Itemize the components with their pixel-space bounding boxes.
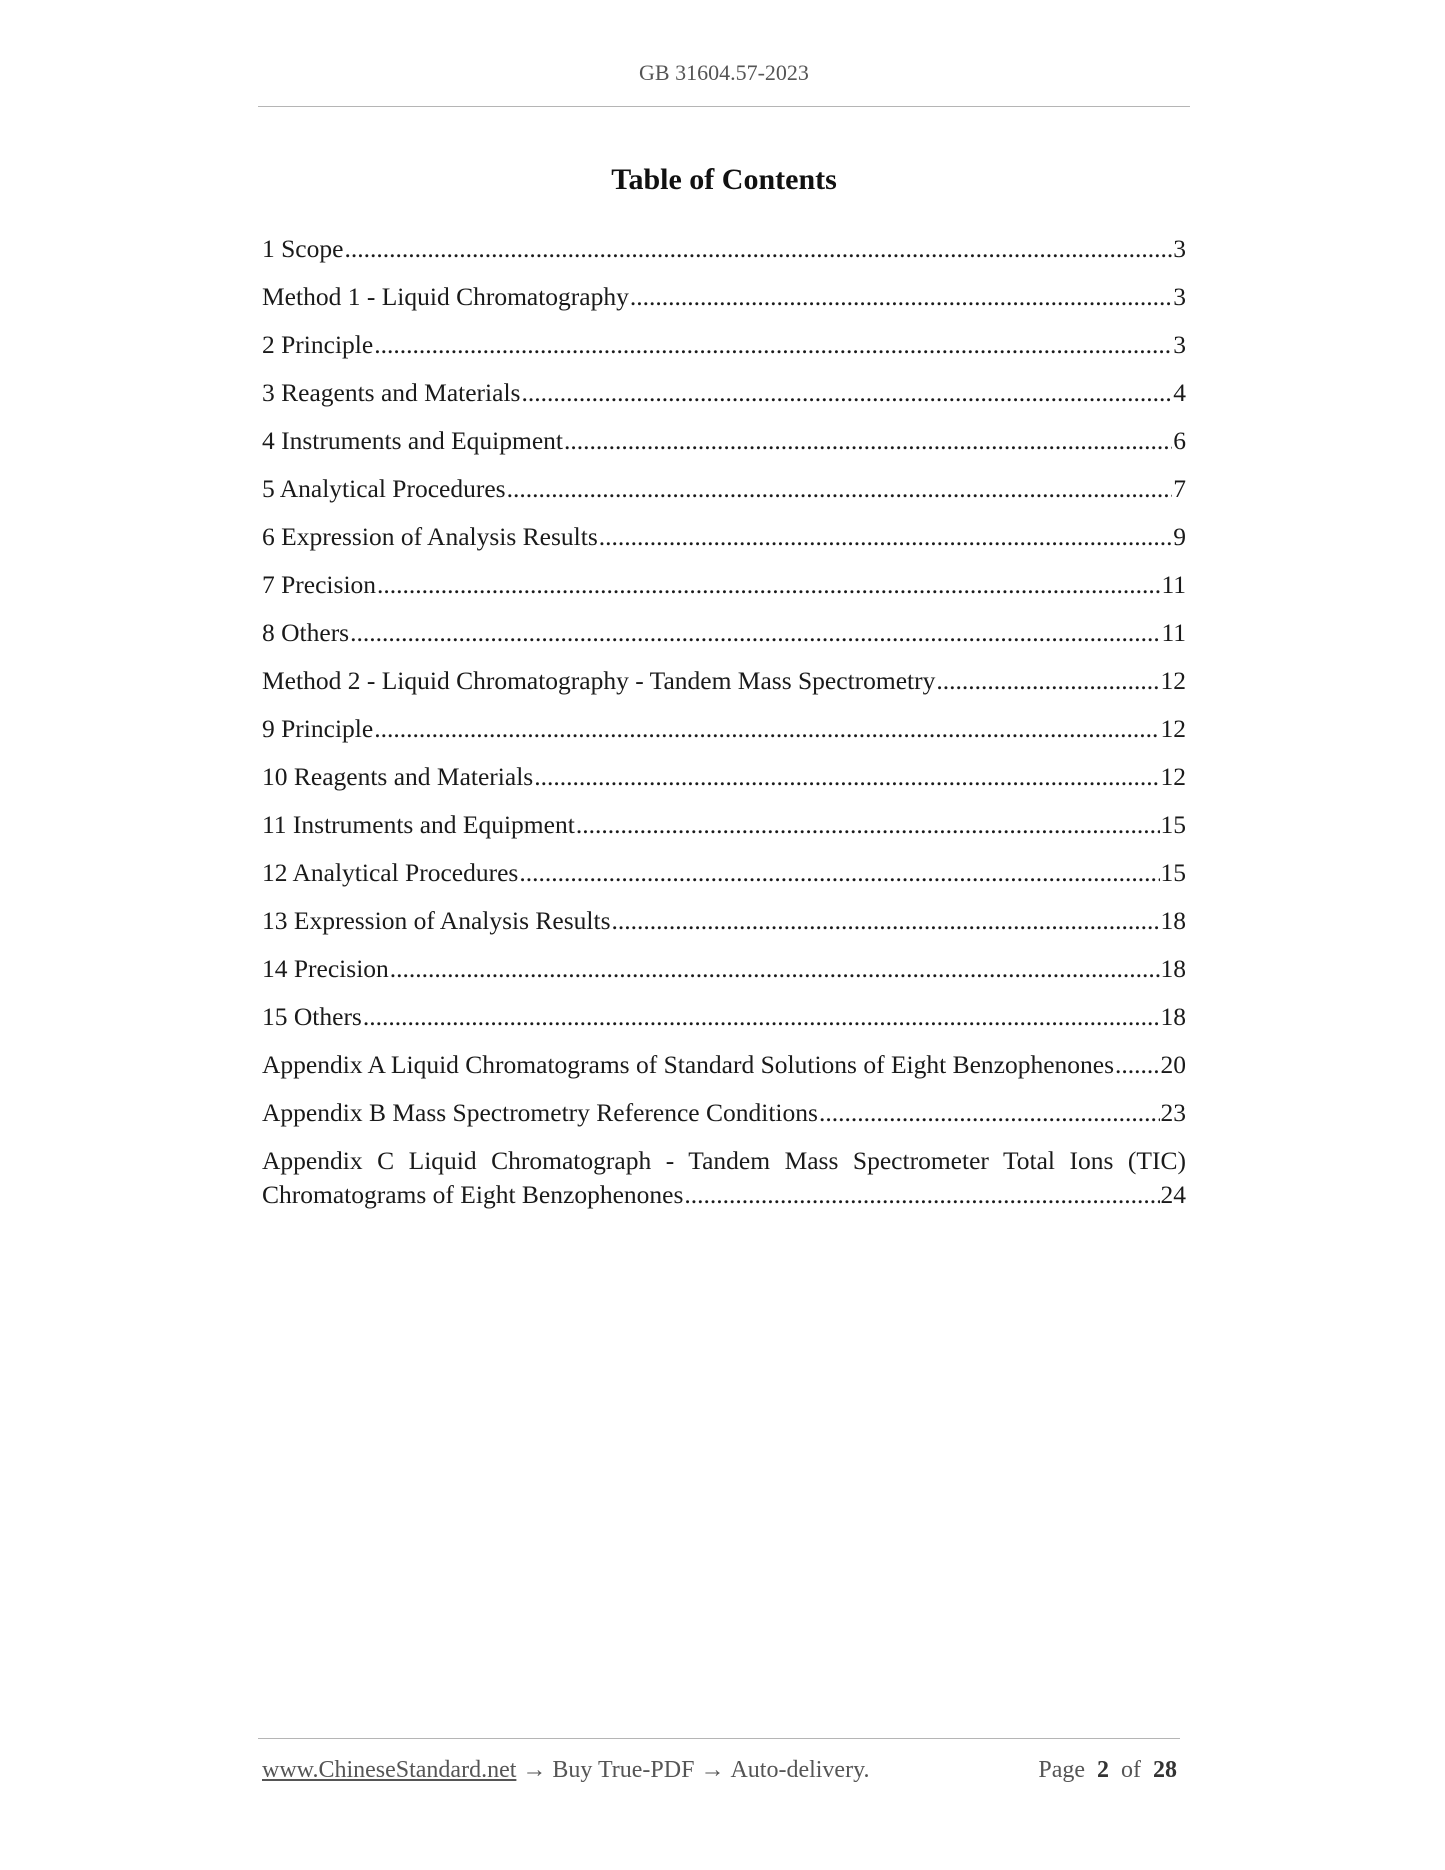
of-label: of [1121,1757,1141,1783]
right-arrow-icon: → [700,1757,725,1783]
dot-leader [576,808,1160,842]
toc-entry-page: 4 [1173,378,1186,407]
footer-divider [258,1738,1180,1739]
dot-leader [363,1000,1160,1034]
auto-delivery-text: Auto-delivery. [730,1757,870,1783]
toc-entry-title: 2 Principle [262,330,374,359]
toc-entry-title: 5 Analytical Procedures [262,474,506,503]
toc-entry-reagents[interactable] [262,376,1186,424]
toc-entry-page: 7 [1173,474,1186,503]
dot-leader [936,664,1159,698]
toc-entry-instruments[interactable] [262,424,1186,472]
dot-leader [374,328,1172,362]
dot-leader [612,904,1160,938]
total-pages-number: 28 [1153,1757,1177,1783]
toc-entry-precision-2[interactable] [262,952,1186,1000]
toc-entry-principle-2[interactable] [262,712,1186,760]
toc-entry-title: 4 Instruments and Equipment [262,426,563,455]
toc-entry-title: 9 Principle [262,714,374,743]
buy-pdf-text: Buy True-PDF [552,1757,695,1783]
toc-entry-title: Method 2 - Liquid Chromatography - Tandem Mass Spectrometry [262,666,936,695]
toc-entry-page: 23 [1160,1098,1186,1127]
footer-promo [262,1757,870,1784]
toc-entry-results-2[interactable] [262,904,1186,952]
toc-entry-title: 1 Scope [262,234,344,263]
toc-entry-page: 12 [1160,714,1186,743]
dot-leader [819,1096,1160,1130]
toc-entry-method-1[interactable] [262,280,1186,328]
toc-entry-title: Method 1 - Liquid Chromatography [262,282,629,311]
header-divider [258,106,1190,107]
toc-entry-page: 11 [1161,618,1186,647]
dot-leader [519,856,1159,890]
page-label: Page [1038,1757,1085,1783]
toc-entry-title: 10 Reagents and Materials [262,762,534,791]
toc-entry-page: 9 [1173,522,1186,551]
toc-entry-page: 3 [1173,282,1186,311]
document-number-header: GB 31604.57-2023 [639,60,809,85]
toc-entry-others[interactable] [262,616,1186,664]
toc-entry-procedures-2[interactable] [262,856,1186,904]
toc-entry-page: 12 [1160,762,1186,791]
toc-entry-page: 6 [1173,426,1186,455]
toc-entry-reagents-2[interactable] [262,760,1186,808]
toc-entry-page: 20 [1160,1050,1186,1079]
dot-leader [507,472,1173,506]
right-arrow-icon: → [522,1757,547,1783]
toc-entry-page: 12 [1160,666,1186,695]
toc-entry-title: 8 Others [262,618,350,647]
toc-entry-title: Appendix B Mass Spectrometry Reference Conditions [262,1098,818,1127]
toc-entry-title-line2: Chromatograms of Eight Benzophenones [262,1180,684,1209]
toc-entry-title: 7 Precision [262,570,377,599]
dot-leader [521,376,1172,410]
toc-entry-page: 3 [1173,234,1186,263]
dot-leader [684,1178,1159,1212]
toc-list [262,232,1186,1212]
current-page-number: 2 [1097,1757,1109,1783]
toc-entry-title: 3 Reagents and Materials [262,378,521,407]
dot-leader [1115,1048,1159,1082]
dot-leader [599,520,1173,554]
toc-entry-page: 11 [1161,570,1186,599]
toc-entry-procedures[interactable] [262,472,1186,520]
dot-leader [350,616,1160,650]
toc-entry-scope[interactable] [262,232,1186,280]
toc-entry-instruments-2[interactable] [262,808,1186,856]
toc-entry-title: 15 Others [262,1002,362,1031]
dot-leader [534,760,1159,794]
toc-entry-page: 15 [1160,810,1186,839]
toc-entry-principle[interactable] [262,328,1186,376]
toc-entry-title: 6 Expression of Analysis Results [262,522,598,551]
dot-leader [390,952,1160,986]
toc-entry-method-2[interactable] [262,664,1186,712]
toc-entry-precision[interactable] [262,568,1186,616]
toc-entry-page: 18 [1160,954,1186,983]
dot-leader [377,568,1160,602]
toc-entry-page: 3 [1173,330,1186,359]
page-indicator [1038,1757,1177,1784]
dot-leader [344,232,1172,266]
toc-entry-appendix-a[interactable] [262,1048,1186,1096]
toc-entry-title: Appendix A Liquid Chromatograms of Standard Solutions of Eight Benzophenones [262,1050,1115,1079]
toc-title: Table of Contents [611,163,837,196]
toc-entry-results[interactable] [262,520,1186,568]
toc-entry-title-line1: Appendix C Liquid Chromatograph - Tandem Mass Spectrometer Total Ions (TIC) [262,1146,1186,1175]
toc-entry-title-line2-row [262,1178,1186,1212]
toc-entry-page: 24 [1160,1180,1186,1209]
toc-entry-others-2[interactable] [262,1000,1186,1048]
toc-entry-title: 12 Analytical Procedures [262,858,519,887]
toc-entry-page: 18 [1160,906,1186,935]
toc-entry-page: 18 [1160,1002,1186,1031]
toc-entry-title: 13 Expression of Analysis Results [262,906,611,935]
toc-entry-appendix-c[interactable] [262,1144,1186,1212]
dot-leader [374,712,1159,746]
toc-entry-title: 14 Precision [262,954,389,983]
toc-entry-appendix-b[interactable] [262,1096,1186,1144]
site-link[interactable]: www.ChineseStandard.net [262,1757,517,1783]
toc-entry-title: 11 Instruments and Equipment [262,810,575,839]
dot-leader [564,424,1172,458]
toc-entry-page: 15 [1160,858,1186,887]
dot-leader [630,280,1172,314]
